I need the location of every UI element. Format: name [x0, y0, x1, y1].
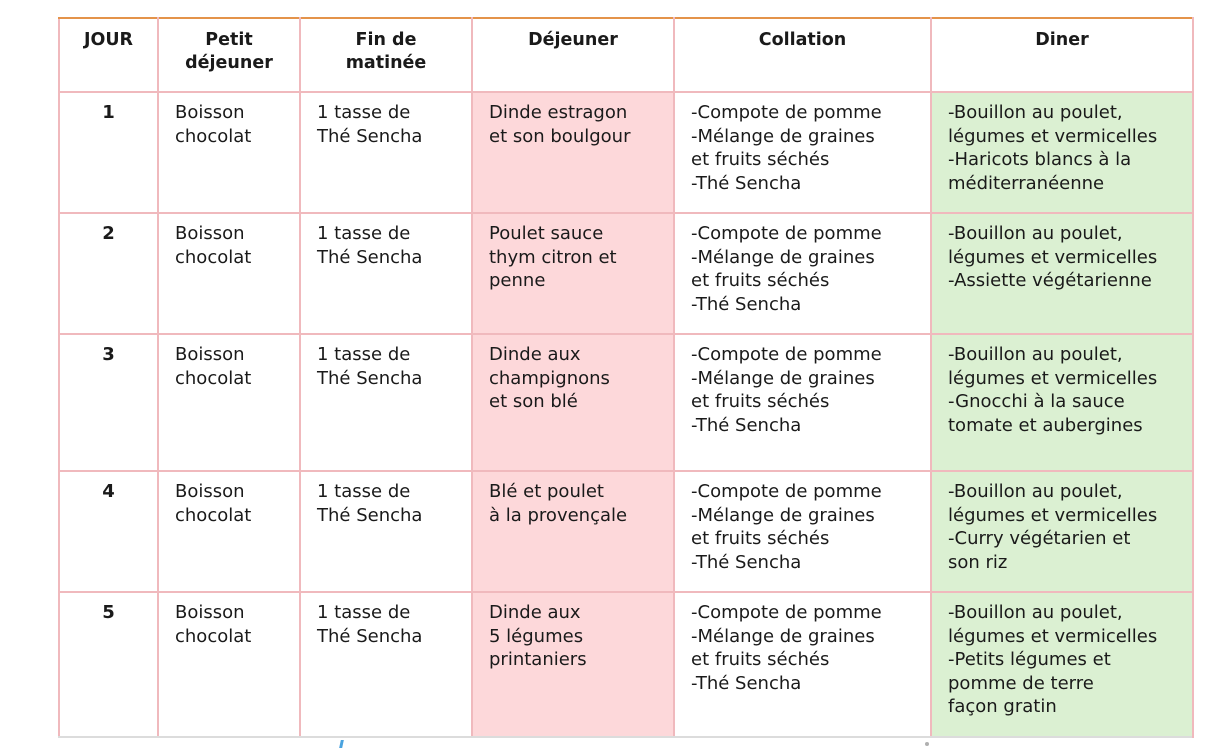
snack-cell: -Compote de pomme -Mélange de graines et fruits séchés -Thé Sencha [674, 592, 931, 737]
breakfast-cell: Boisson chocolat [158, 471, 300, 592]
day-cell: 3 [59, 334, 158, 471]
snack-cell: -Compote de pomme -Mélange de graines et fruits séchés -Thé Sencha [674, 92, 931, 213]
breakfast-cell: Boisson chocolat [158, 213, 300, 334]
breakfast-cell: Boisson chocolat [158, 334, 300, 471]
dinner-cell: -Bouillon au poulet, légumes et vermicelles -Petits légumes et pomme de terre façon gratin [931, 592, 1193, 737]
header-day: JOUR [59, 18, 158, 92]
late-morning-cell: 1 tasse de Thé Sencha [300, 471, 472, 592]
snack-cell: -Compote de pomme -Mélange de graines et fruits séchés -Thé Sencha [674, 334, 931, 471]
snack-cell: -Compote de pomme -Mélange de graines et fruits séchés -Thé Sencha [674, 471, 931, 592]
lunch-cell: Dinde estragon et son boulgour [472, 92, 674, 213]
table-row [59, 92, 1193, 213]
day-cell: 1 [59, 92, 158, 213]
table-row [59, 213, 1193, 334]
late-morning-cell: 1 tasse de Thé Sencha [300, 334, 472, 471]
page-divider [58, 736, 1192, 738]
dinner-cell: -Bouillon au poulet, légumes et vermicelles -Assiette végétarienne [931, 213, 1193, 334]
breakfast-cell: Boisson chocolat [158, 92, 300, 213]
day-cell: 2 [59, 213, 158, 334]
lunch-cell: Poulet sauce thym citron et penne [472, 213, 674, 334]
late-morning-cell: 1 tasse de Thé Sencha [300, 92, 472, 213]
header-row [59, 18, 1193, 92]
cropped-dot [925, 742, 929, 746]
late-morning-cell: 1 tasse de Thé Sencha [300, 213, 472, 334]
day-cell: 4 [59, 471, 158, 592]
lunch-cell: Dinde aux 5 légumes printaniers [472, 592, 674, 737]
table-row [59, 592, 1193, 737]
table-row [59, 334, 1193, 471]
header-lunch: Déjeuner [472, 18, 674, 92]
header-late-morning: Fin de matinée [300, 18, 472, 92]
header-breakfast: Petit déjeuner [158, 18, 300, 92]
snack-cell: -Compote de pomme -Mélange de graines et fruits séchés -Thé Sencha [674, 213, 931, 334]
lunch-cell: Blé et poulet à la provençale [472, 471, 674, 592]
header-dinner: Diner [931, 18, 1193, 92]
dinner-cell: -Bouillon au poulet, légumes et vermicelles -Haricots blancs à la méditerranéenne [931, 92, 1193, 213]
header-snack: Collation [674, 18, 931, 92]
table-row [59, 471, 1193, 592]
dinner-cell: -Bouillon au poulet, légumes et vermicelles -Curry végétarien et son riz [931, 471, 1193, 592]
dinner-cell: -Bouillon au poulet, légumes et vermicelles -Gnocchi à la sauce tomate et aubergines [931, 334, 1193, 471]
meal-plan-table [58, 17, 1194, 738]
day-cell: 5 [59, 592, 158, 737]
late-morning-cell: 1 tasse de Thé Sencha [300, 592, 472, 737]
lunch-cell: Dinde aux champignons et son blé [472, 334, 674, 471]
breakfast-cell: Boisson chocolat [158, 592, 300, 737]
